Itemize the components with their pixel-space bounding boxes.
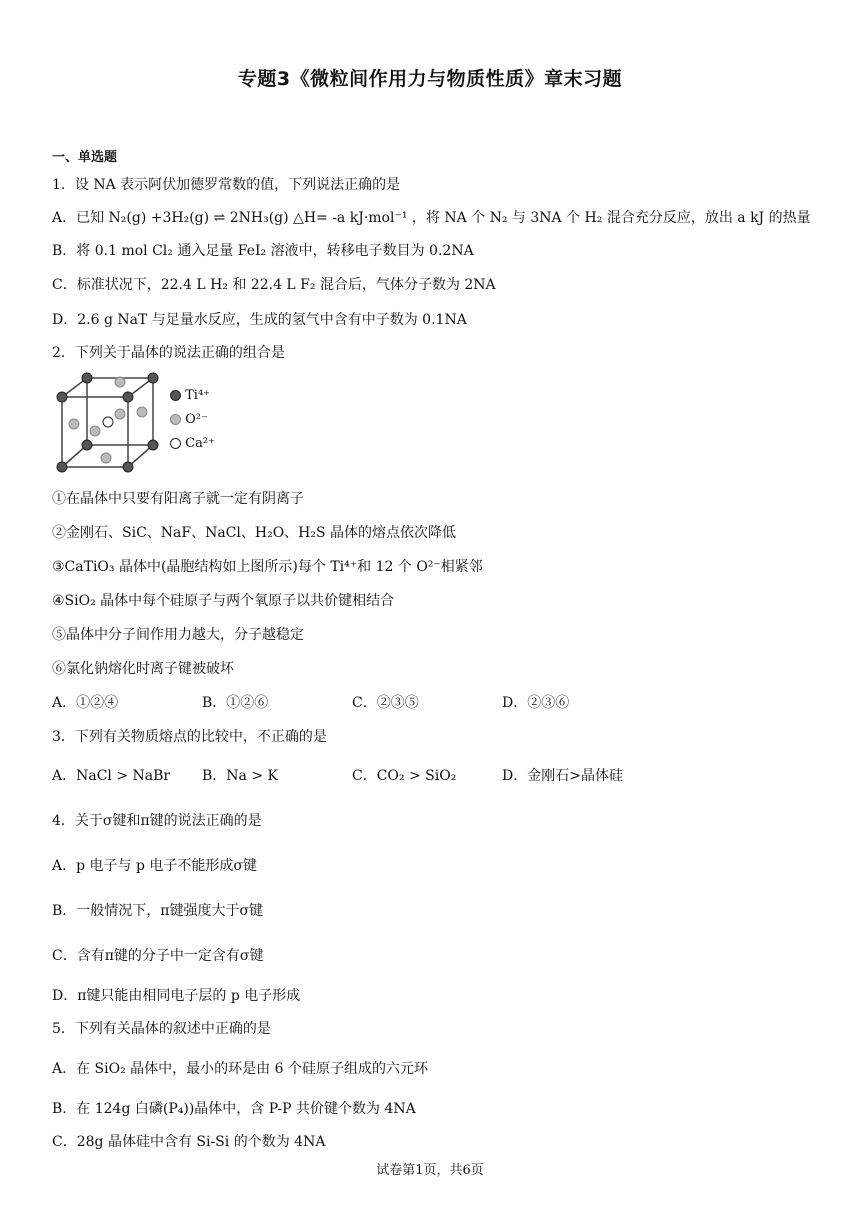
q3-option-a: A．NaCl > NaBr: [52, 768, 171, 784]
ca-ion-icon: [170, 438, 181, 449]
unit-cell-diagram: [52, 370, 162, 478]
legend-ca-label: Ca²⁺: [185, 436, 215, 451]
legend-ca: [170, 436, 215, 451]
q5-stem: 5．下列有关晶体的叙述中正确的是: [52, 1021, 271, 1037]
q3-option-b: B．Na > K: [202, 768, 278, 784]
q4-option-b: B．一般情况下，π键强度大于σ键: [52, 903, 264, 919]
q2-item: ④SiO₂ 晶体中每个硅原子与两个氧原子以共价键相结合: [52, 593, 395, 609]
legend-ti: [170, 388, 210, 403]
q4-stem: 4．关于σ键和π键的说法正确的是: [52, 813, 262, 829]
q2-item: ①在晶体中只要有阳离子就一定有阴离子: [52, 491, 304, 507]
page-footer: 试卷第1页，共6页: [376, 1163, 484, 1178]
q5-option-a: A．在 SiO₂ 晶体中，最小的环是由 6 个硅原子组成的六元环: [52, 1061, 428, 1077]
q1-option-d: D．2.6 g NaT 与足量水反应，生成的氢气中含有中子数为 0.1NA: [52, 312, 467, 328]
q2-option-d: D．②③⑥: [502, 695, 570, 711]
crystal-cell-figure: [52, 370, 232, 478]
q2-option-b: B．①②⑥: [202, 695, 269, 711]
q2-item: ②金刚石、SiC、NaF、NaCl、H₂O、H₂S 晶体的熔点依次降低: [52, 525, 457, 541]
section-heading: 一、单选题: [52, 150, 118, 165]
o-ion-icon: [170, 414, 181, 425]
legend-o-label: O²⁻: [185, 412, 208, 427]
q5-option-c: C．28g 晶体硅中含有 Si-Si 的个数为 4NA: [52, 1134, 326, 1150]
q4-option-c: C．含有π键的分子中一定含有σ键: [52, 948, 264, 964]
q3-option-d: D．金刚石>晶体硅: [502, 768, 623, 784]
q2-option-c: C．②③⑤: [352, 695, 419, 711]
legend-o: [170, 412, 208, 427]
q3-stem: 3．下列有关物质熔点的比较中，不正确的是: [52, 729, 327, 745]
q2-item: ⑥氯化钠熔化时离子键被破坏: [52, 661, 234, 677]
q4-option-d: D．π键只能由相同电子层的 p 电子形成: [52, 988, 301, 1004]
q2-stem: 2．下列关于晶体的说法正确的组合是: [52, 345, 285, 361]
ti-ion-icon: [170, 390, 181, 401]
q2-option-a: A．①②④: [52, 695, 119, 711]
q3-option-c: C．CO₂ > SiO₂: [352, 768, 457, 784]
page-title: 专题3《微粒间作用力与物质性质》章末习题: [237, 68, 623, 90]
q2-item: ③CaTiO₃ 晶体中(晶胞结构如上图所示)每个 Ti⁴⁺和 12 个 O²⁻相紧邻: [52, 559, 483, 575]
legend-ti-label: Ti⁴⁺: [185, 388, 211, 403]
q1-option-a: A．已知 N₂(g) +3H₂(g) ⇌ 2NH₃(g) △H= -a kJ·mol⁻¹ ，将 NA 个 N₂ 与 3NA 个 H₂ 混合充分反应，放出 a kJ 的热量: [52, 210, 811, 226]
q2-item: ⑤晶体中分子间作用力越大，分子越稳定: [52, 627, 304, 643]
q5-option-b: B．在 124g 白磷(P₄))晶体中，含 P-P 共价键个数为 4NA: [52, 1101, 416, 1117]
q1-option-c: C．标准状况下，22.4 L H₂ 和 22.4 L F₂ 混合后，气体分子数为 2NA: [52, 277, 496, 293]
q1-option-b: B．将 0.1 mol Cl₂ 通入足量 FeI₂ 溶液中，转移电子数目为 0.2NA: [52, 243, 474, 259]
q1-stem: 1．设 NA 表示阿伏加德罗常数的值，下列说法正确的是: [52, 177, 401, 193]
q4-option-a: A．p 电子与 p 电子不能形成σ键: [52, 858, 257, 874]
